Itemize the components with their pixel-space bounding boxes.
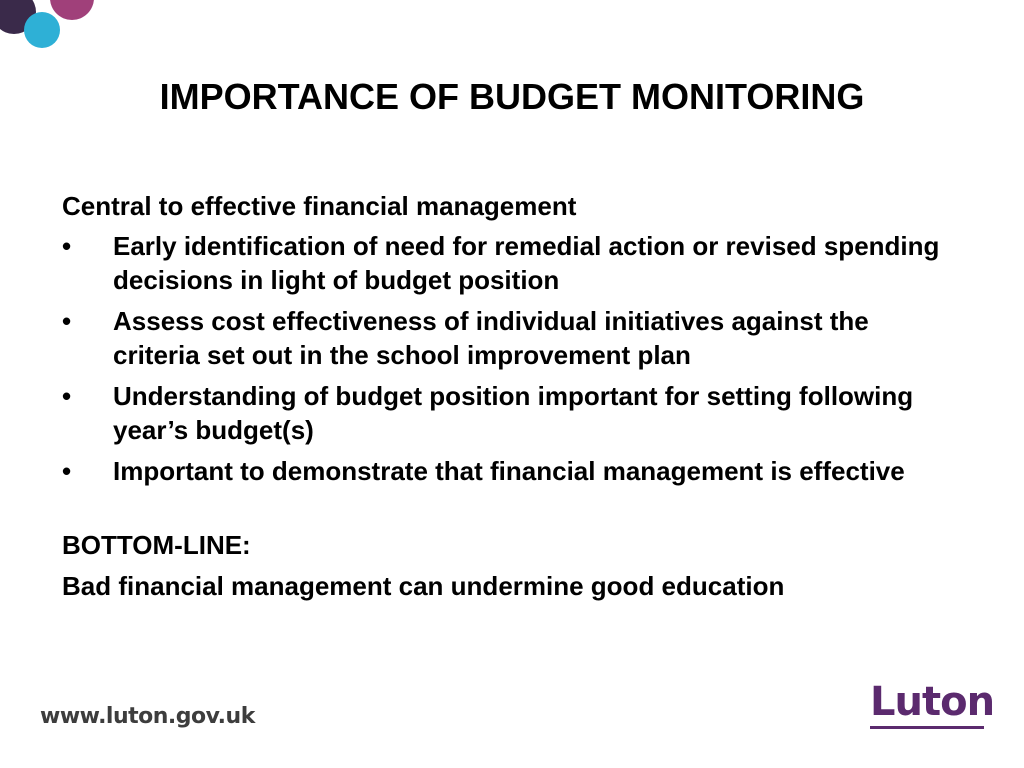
bullet-list (62, 229, 962, 488)
bullet-text: Assess cost effectiveness of individual initiatives against the criteria set out in the school improvement plan (113, 306, 869, 370)
bullet-item (62, 229, 962, 297)
bottom-line-text: Bad financial management can undermine good education (62, 571, 785, 601)
bottom-line-heading: BOTTOM-LINE: (62, 530, 251, 560)
decorative-circles-icon (0, 0, 100, 60)
bullet-dot-icon: • (62, 381, 72, 411)
slide-title: IMPORTANCE OF BUDGET MONITORING (159, 76, 865, 117)
luton-logo (870, 679, 995, 729)
cyan-circle (24, 12, 60, 48)
bullet-dot-icon: • (62, 231, 72, 261)
bullet-text: Understanding of budget position important for setting following year’s budget(s) (113, 381, 914, 445)
luton-logo-text: Luton (870, 679, 995, 725)
bullet-dot-icon: • (62, 456, 72, 486)
bullet-text: Important to demonstrate that financial management is effective (113, 456, 905, 486)
bullet-item (62, 379, 962, 447)
footer-url-link[interactable]: www.luton.gov.uk (40, 704, 255, 729)
luton-logo-underline (870, 726, 984, 729)
bullet-text: Early identification of need for remedial action or revised spending decisions in light of budget position (113, 231, 940, 295)
intro-text: Central to effective financial management (62, 191, 577, 221)
magenta-circle (50, 0, 94, 20)
slide-body (62, 189, 962, 603)
bullet-item (62, 454, 962, 488)
bullet-dot-icon: • (62, 306, 72, 336)
bullet-item (62, 304, 962, 372)
